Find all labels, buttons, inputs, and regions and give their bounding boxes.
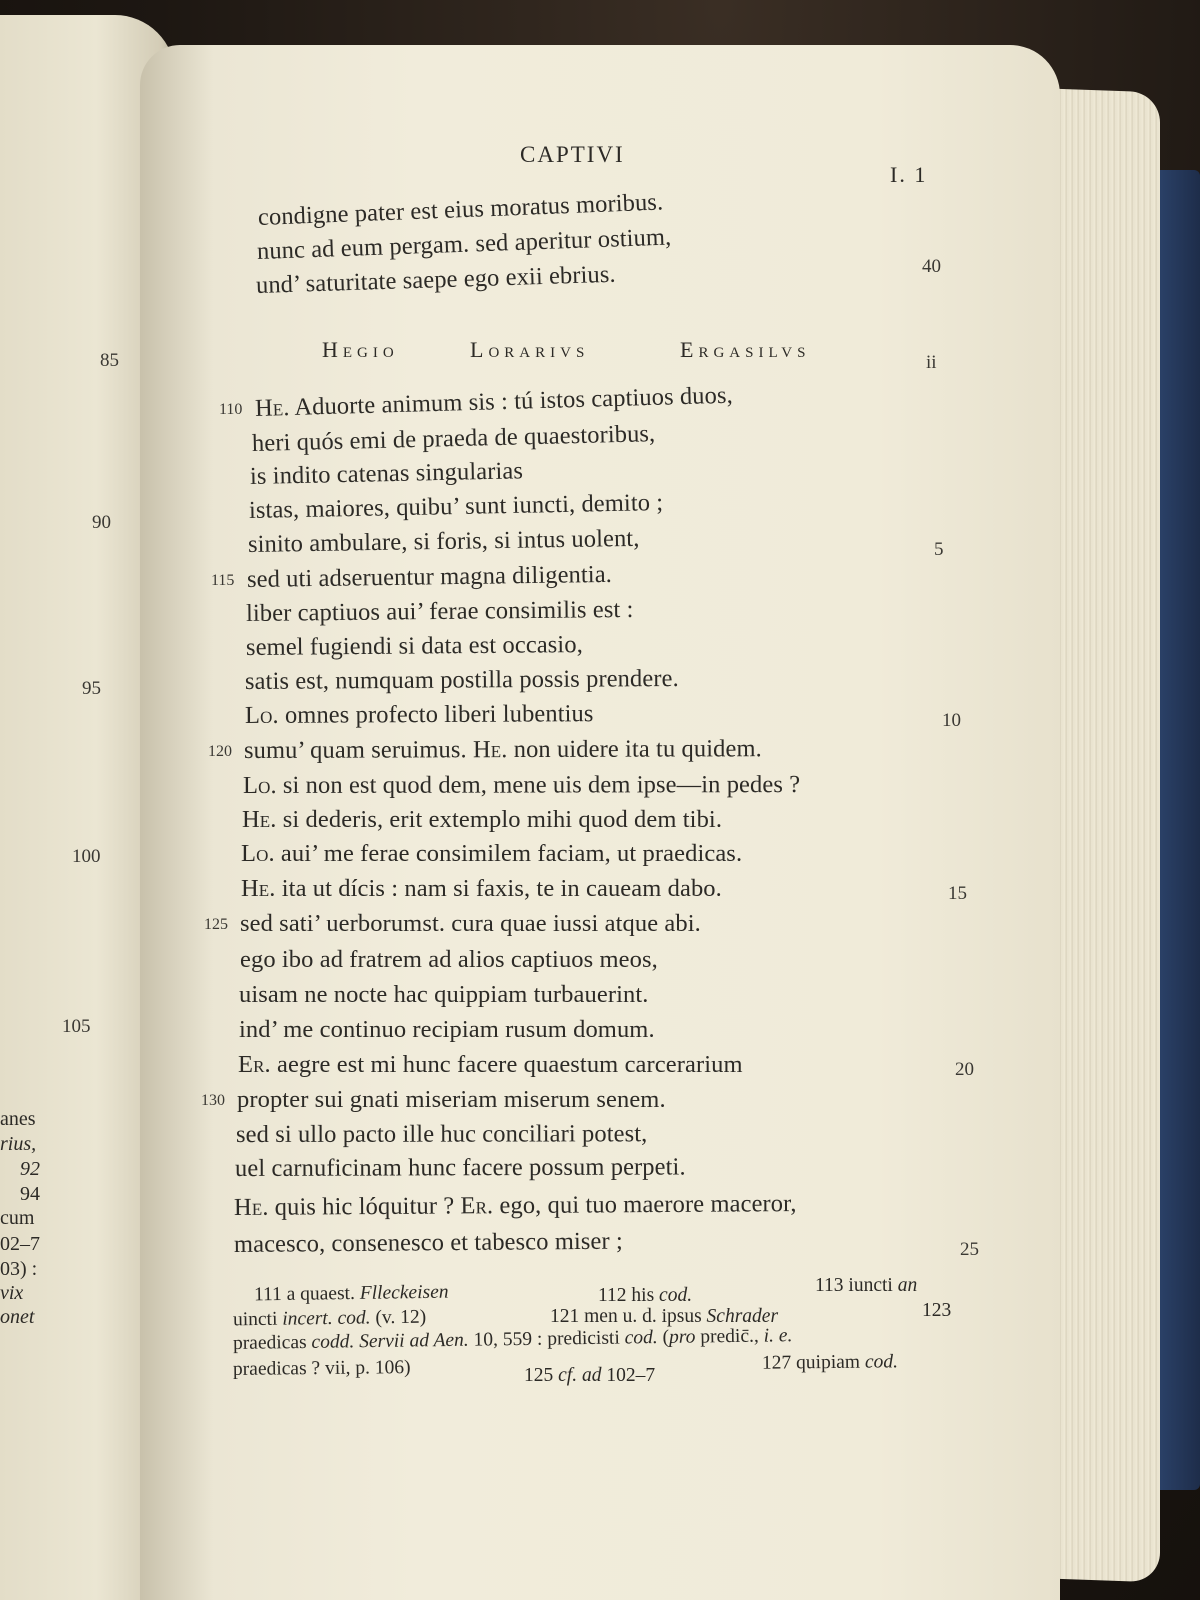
- verse-text: is indito catenas singularias: [249, 457, 524, 490]
- verse-line: [239, 1016, 655, 1044]
- scene-line-number: 10: [942, 710, 961, 731]
- left-fragment: onet: [0, 1306, 35, 1328]
- footnote: 111 a quaest. Flleckeisen: [253, 1281, 449, 1306]
- verse-text: sed uti adseruentur magna diligentia.: [246, 560, 613, 593]
- verse-line: [237, 1086, 666, 1114]
- prior-line-1: condigne pater est eius moratus moribus.: [257, 188, 664, 231]
- left-line-number: 90: [92, 512, 111, 533]
- verse-line: [234, 1228, 623, 1259]
- verse-text: sinito ambulare, si foris, si intus uolent,: [247, 524, 640, 558]
- verse-text: heri quós emi de praeda de quaestoribus,: [251, 420, 656, 457]
- verse-line: [250, 457, 524, 491]
- speaker-label: He.: [233, 1193, 269, 1221]
- verse-text: quis hic lóquitur ?: [274, 1192, 455, 1221]
- verse-text: semel fugiendi si data est occasio,: [245, 631, 583, 661]
- verse-text: aui’ me ferae consimilem faciam, ut praedicas.: [280, 840, 743, 867]
- verse-text: sumu’ quam seruimus.: [243, 736, 467, 764]
- verse-line: [240, 946, 658, 974]
- left-fragment: 92: [20, 1158, 40, 1180]
- footnote: 112 his cod.: [598, 1285, 693, 1306]
- left-fragment: 02–7: [0, 1233, 40, 1255]
- verse-line: [238, 1051, 743, 1079]
- character-lorarius: Lorarivs: [470, 337, 590, 362]
- prior-line-2: nunc ad eum pergam. sed aperitur ostium,: [256, 223, 672, 265]
- scene-line-number: 25: [960, 1239, 979, 1260]
- scene-line-number: 5: [934, 539, 944, 560]
- verse-text: si dederis, erit extemplo mihi quod dem tibi.: [282, 806, 723, 833]
- line-number: 120: [208, 743, 232, 760]
- prior-line-number: 40: [922, 256, 941, 277]
- verse-line: [245, 665, 679, 696]
- left-fragment: vix: [0, 1282, 24, 1304]
- left-line-number: 85: [100, 350, 119, 371]
- verse-text: uel carnuficinam hunc facere possum perpeti.: [234, 1153, 686, 1182]
- footnote: uincti incert. cod. (v. 12): [232, 1306, 427, 1331]
- verse-line: [246, 596, 634, 628]
- left-line-number: 105: [62, 1016, 91, 1037]
- verse-text: omnes profecto liberi lubentius: [284, 700, 594, 729]
- verse-line: [241, 875, 722, 903]
- scene-line-number: 15: [948, 883, 967, 904]
- verse-line: [242, 806, 722, 834]
- left-fragment: rius,: [0, 1133, 37, 1155]
- speaker-label: Er.: [460, 1192, 494, 1220]
- footnote: praedicas codd. Servii ad Aen. 10, 559 : predicisti cod. (pro predic̄., i. e.: [232, 1325, 793, 1354]
- left-fragment: anes: [0, 1108, 36, 1130]
- verse-line: [240, 910, 701, 938]
- speaker-label: He.: [241, 875, 276, 902]
- speaker-label: He.: [242, 806, 277, 833]
- footnote: 127 quipiam cod.: [761, 1351, 899, 1374]
- scene-line-number: 20: [955, 1059, 974, 1080]
- verse-text: sed si ullo pacto ille huc conciliari potest,: [235, 1120, 648, 1148]
- speaker-label: Lo.: [244, 701, 279, 729]
- verse-text: Aduorte animum sis : tú istos captiuos duos,: [293, 381, 734, 421]
- verse-line: [241, 840, 742, 868]
- verse-line: [236, 1120, 647, 1149]
- verse-line: [235, 1153, 686, 1183]
- verse-line: [244, 735, 762, 765]
- prior-line-3: und’ saturitate saepe ego exii ebrius.: [255, 260, 617, 299]
- verse-text: ego ibo ad fratrem ad alios captiuos meos,: [240, 946, 658, 973]
- verse-text: si non est quod dem, mene uis dem ipse—in pedes ?: [282, 771, 801, 799]
- verse-text: uisam ne nocte hac quippiam turbauerint.: [239, 981, 649, 1008]
- character-ergasilus: Ergasilvs: [680, 337, 811, 362]
- footnote: 121 men u. d. ipsus Schrader: [550, 1306, 779, 1327]
- line-number: 110: [219, 401, 243, 418]
- verse-text: macesco, consenesco et tabesco miser ;: [233, 1227, 623, 1258]
- verse-text: liber captiuos aui’ ferae consimilis est :: [245, 595, 634, 627]
- line-number: 130: [201, 1092, 225, 1109]
- speaker-label: He.: [254, 394, 290, 422]
- left-fragment: 03) :: [0, 1258, 38, 1280]
- character-hegio: Hegio: [322, 337, 399, 362]
- speaker-label: He.: [472, 736, 508, 764]
- line-number: 125: [204, 916, 228, 933]
- speaker-label: Er.: [238, 1051, 271, 1078]
- verse-text: non uidere ita tu quidem.: [513, 735, 762, 764]
- verse-text: propter sui gnati miseriam miserum senem.: [237, 1086, 666, 1113]
- verse-line: [234, 1190, 797, 1222]
- verse-line: [243, 771, 800, 800]
- speaker-label: Lo.: [242, 771, 277, 799]
- section-number: I. 1: [890, 162, 928, 187]
- footnote: 113 iuncti an: [815, 1275, 918, 1296]
- verse-text: ind’ me continuo recipiam rusum domum.: [239, 1016, 655, 1043]
- verse-text: ego, qui tuo maerore maceror,: [499, 1190, 797, 1220]
- line-number: 115: [211, 572, 235, 589]
- left-line-number: 100: [72, 846, 101, 867]
- left-line-number: 95: [82, 678, 101, 699]
- verse-line: [239, 981, 648, 1009]
- scene-number: ii: [926, 352, 937, 373]
- verse-line: [245, 700, 594, 730]
- verse-text: istas, maiores, quibu’ sunt iuncti, demito ;: [248, 489, 664, 524]
- left-fragment: cum: [0, 1207, 35, 1229]
- running-title: CAPTIVI: [520, 142, 625, 167]
- speaker-label: Lo.: [241, 840, 275, 867]
- footnote: 123: [922, 1300, 952, 1321]
- verse-text: sed sati’ uerborumst. cura quae iussi atque abi.: [240, 910, 701, 937]
- verse-text: aegre est mi hunc facere quaestum carcerarium: [276, 1051, 743, 1078]
- footnote: praedicas ? vii, p. 106): [232, 1357, 411, 1380]
- verse-text: ita ut dícis : nam si faxis, te in caueam dabo.: [281, 875, 722, 902]
- footnote: 125 cf. ad 102–7: [524, 1365, 656, 1386]
- verse-line: [246, 631, 583, 662]
- verse-text: satis est, numquam postilla possis prendere.: [244, 664, 679, 695]
- verse-line: [247, 561, 612, 594]
- left-fragment: 94: [20, 1183, 40, 1205]
